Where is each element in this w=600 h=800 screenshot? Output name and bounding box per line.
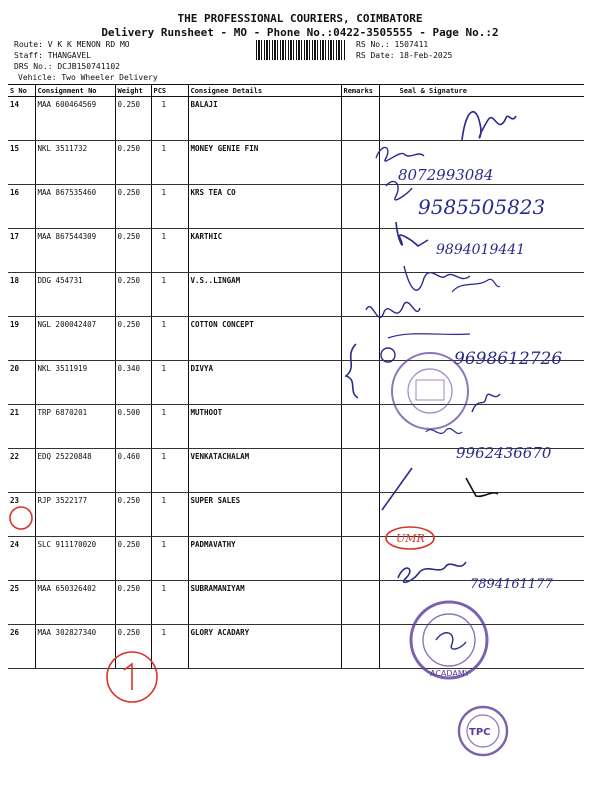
row-remarks bbox=[341, 97, 379, 141]
row-remarks bbox=[341, 581, 379, 625]
drs-number: DRS No.: DCJB150741102 bbox=[14, 62, 120, 71]
row-consignment-no: SLC 911170020 bbox=[35, 537, 115, 581]
row-signature bbox=[379, 581, 584, 625]
row-pcs: 1 bbox=[151, 229, 188, 273]
row-remarks bbox=[341, 141, 379, 185]
phone-25: 7894161177 bbox=[470, 577, 553, 592]
row-remarks bbox=[341, 361, 379, 405]
row-weight: 0.340 bbox=[115, 361, 151, 405]
row-consignee: GLORY ACADARY bbox=[188, 625, 341, 669]
row-sno: 20 bbox=[8, 361, 35, 405]
row-consignee: KARTHIC bbox=[188, 229, 341, 273]
table-row bbox=[8, 493, 584, 537]
runsheet-subtitle: Delivery Runsheet - MO - Phone No.:0422-3505555 - Page No.:2 bbox=[101, 26, 499, 39]
row-pcs: 1 bbox=[151, 625, 188, 669]
row-weight: 0.250 bbox=[115, 581, 151, 625]
table-row bbox=[8, 405, 584, 449]
row-consignment-no: MAA 600464569 bbox=[35, 97, 115, 141]
row-weight: 0.460 bbox=[115, 449, 151, 493]
table-row bbox=[8, 185, 584, 229]
row-weight: 0.250 bbox=[115, 493, 151, 537]
row-pcs: 1 bbox=[151, 537, 188, 581]
row-consignee: MUTHOOT bbox=[188, 405, 341, 449]
col-signature: Seal & Signature bbox=[379, 85, 584, 97]
row-consignee: PADMAVATHY bbox=[188, 537, 341, 581]
col-consignee: Consignee Details bbox=[188, 85, 341, 97]
row-remarks bbox=[341, 537, 379, 581]
table-row bbox=[8, 97, 584, 141]
row-signature bbox=[379, 449, 584, 493]
staff-label: Staff: THANGAVEL bbox=[14, 51, 92, 60]
row-pcs: 1 bbox=[151, 581, 188, 625]
row-signature bbox=[379, 185, 584, 229]
row-remarks bbox=[341, 229, 379, 273]
row-signature bbox=[379, 405, 584, 449]
row-pcs: 1 bbox=[151, 273, 188, 317]
row-pcs: 1 bbox=[151, 141, 188, 185]
row-remarks bbox=[341, 493, 379, 537]
row-weight: 0.250 bbox=[115, 141, 151, 185]
row-pcs: 1 bbox=[151, 449, 188, 493]
table-row bbox=[8, 581, 584, 625]
row-consignee: KRS TEA CO bbox=[188, 185, 341, 229]
row-weight: 0.250 bbox=[115, 229, 151, 273]
row-consignee: DIVYA bbox=[188, 361, 341, 405]
row-weight: 0.250 bbox=[115, 625, 151, 669]
row-consignment-no: NKL 3511732 bbox=[35, 141, 115, 185]
row-pcs: 1 bbox=[151, 405, 188, 449]
row-sno: 18 bbox=[8, 273, 35, 317]
barcode-icon bbox=[256, 40, 346, 60]
row-sno: 17 bbox=[8, 229, 35, 273]
row-weight: 0.500 bbox=[115, 405, 151, 449]
phone-16: 9585505823 bbox=[418, 195, 546, 219]
remark-24: UMR bbox=[396, 532, 425, 545]
row-consignee: MONEY GENIE FIN bbox=[188, 141, 341, 185]
row-sno: 26 bbox=[8, 625, 35, 669]
vehicle-label: Vehicle: Two Wheeler Delivery bbox=[18, 73, 158, 82]
row-consignment-no: MAA 302827340 bbox=[35, 625, 115, 669]
table-row bbox=[8, 317, 584, 361]
col-pcs: PCS bbox=[151, 85, 188, 97]
table-header-row bbox=[8, 85, 584, 97]
row-weight: 0.250 bbox=[115, 537, 151, 581]
row-remarks bbox=[341, 185, 379, 229]
row-remarks bbox=[341, 317, 379, 361]
row-consignee: V.S..LINGAM bbox=[188, 273, 341, 317]
academy-stamp-text: ACADAMY bbox=[430, 669, 470, 678]
row-consignment-no: EDQ 25220848 bbox=[35, 449, 115, 493]
row-pcs: 1 bbox=[151, 97, 188, 141]
row-remarks bbox=[341, 625, 379, 669]
tpc-stamp bbox=[459, 707, 507, 755]
col-remarks: Remarks bbox=[341, 85, 379, 97]
phone-22: 9962436670 bbox=[456, 444, 552, 462]
row-consignment-no: MAA 650326402 bbox=[35, 581, 115, 625]
row-sno: 22 bbox=[8, 449, 35, 493]
row-consignee: SUPER SALES bbox=[188, 493, 341, 537]
table-row bbox=[8, 229, 584, 273]
row-signature bbox=[379, 141, 584, 185]
row-consignee: COTTON CONCEPT bbox=[188, 317, 341, 361]
row-sno: 23 bbox=[8, 493, 35, 537]
phone-20: 9698612726 bbox=[454, 349, 563, 369]
table-row bbox=[8, 625, 584, 669]
row-sno: 19 bbox=[8, 317, 35, 361]
table-row bbox=[8, 141, 584, 185]
delivery-table bbox=[8, 84, 584, 669]
row-sno: 16 bbox=[8, 185, 35, 229]
row-remarks bbox=[341, 405, 379, 449]
tpc-stamp-text: TPC bbox=[469, 727, 491, 738]
phone-15: 8072993084 bbox=[398, 166, 494, 184]
row-remarks bbox=[341, 273, 379, 317]
row-sno: 21 bbox=[8, 405, 35, 449]
col-weight: Weight bbox=[115, 85, 151, 97]
row-pcs: 1 bbox=[151, 493, 188, 537]
row-remarks bbox=[341, 449, 379, 493]
row-signature bbox=[379, 537, 584, 581]
row-sno: 14 bbox=[8, 97, 35, 141]
route-label: Route: V K K MENON RD MO bbox=[14, 40, 130, 49]
row-weight: 0.250 bbox=[115, 317, 151, 361]
row-consignment-no: NKL 3511919 bbox=[35, 361, 115, 405]
row-consignment-no: MAA 867544309 bbox=[35, 229, 115, 273]
row-weight: 0.250 bbox=[115, 185, 151, 229]
row-consignment-no: DDG 454731 bbox=[35, 273, 115, 317]
table-row bbox=[8, 361, 584, 405]
row-sno: 15 bbox=[8, 141, 35, 185]
col-consignment: Consignment No bbox=[35, 85, 115, 97]
row-weight: 0.250 bbox=[115, 97, 151, 141]
row-signature bbox=[379, 97, 584, 141]
row-consignee: SUBRAMANIYAM bbox=[188, 581, 341, 625]
row-sno: 25 bbox=[8, 581, 35, 625]
row-signature bbox=[379, 317, 584, 361]
row-consignee: VENKATACHALAM bbox=[188, 449, 341, 493]
row-signature bbox=[379, 273, 584, 317]
table-row bbox=[8, 537, 584, 581]
row-weight: 0.250 bbox=[115, 273, 151, 317]
row-sno: 24 bbox=[8, 537, 35, 581]
row-consignment-no: NGL 200042407 bbox=[35, 317, 115, 361]
row-signature bbox=[379, 493, 584, 537]
col-sno: S No bbox=[8, 85, 35, 97]
row-signature bbox=[379, 229, 584, 273]
company-title: THE PROFESSIONAL COURIERS, COIMBATORE bbox=[177, 12, 423, 25]
row-pcs: 1 bbox=[151, 317, 188, 361]
phone-17: 9894019441 bbox=[436, 242, 526, 258]
row-consignment-no: MAA 867535460 bbox=[35, 185, 115, 229]
table-row bbox=[8, 273, 584, 317]
row-signature bbox=[379, 625, 584, 669]
row-signature bbox=[379, 361, 584, 405]
rs-date: RS Date: 18-Feb-2025 bbox=[356, 51, 453, 60]
rs-number: RS No.: 1507411 bbox=[356, 40, 429, 49]
row-pcs: 1 bbox=[151, 185, 188, 229]
row-consignee: BALAJI bbox=[188, 97, 341, 141]
row-consignment-no: RJP 3522177 bbox=[35, 493, 115, 537]
table-row bbox=[8, 449, 584, 493]
row-pcs: 1 bbox=[151, 361, 188, 405]
row-consignment-no: TRP 6870201 bbox=[35, 405, 115, 449]
